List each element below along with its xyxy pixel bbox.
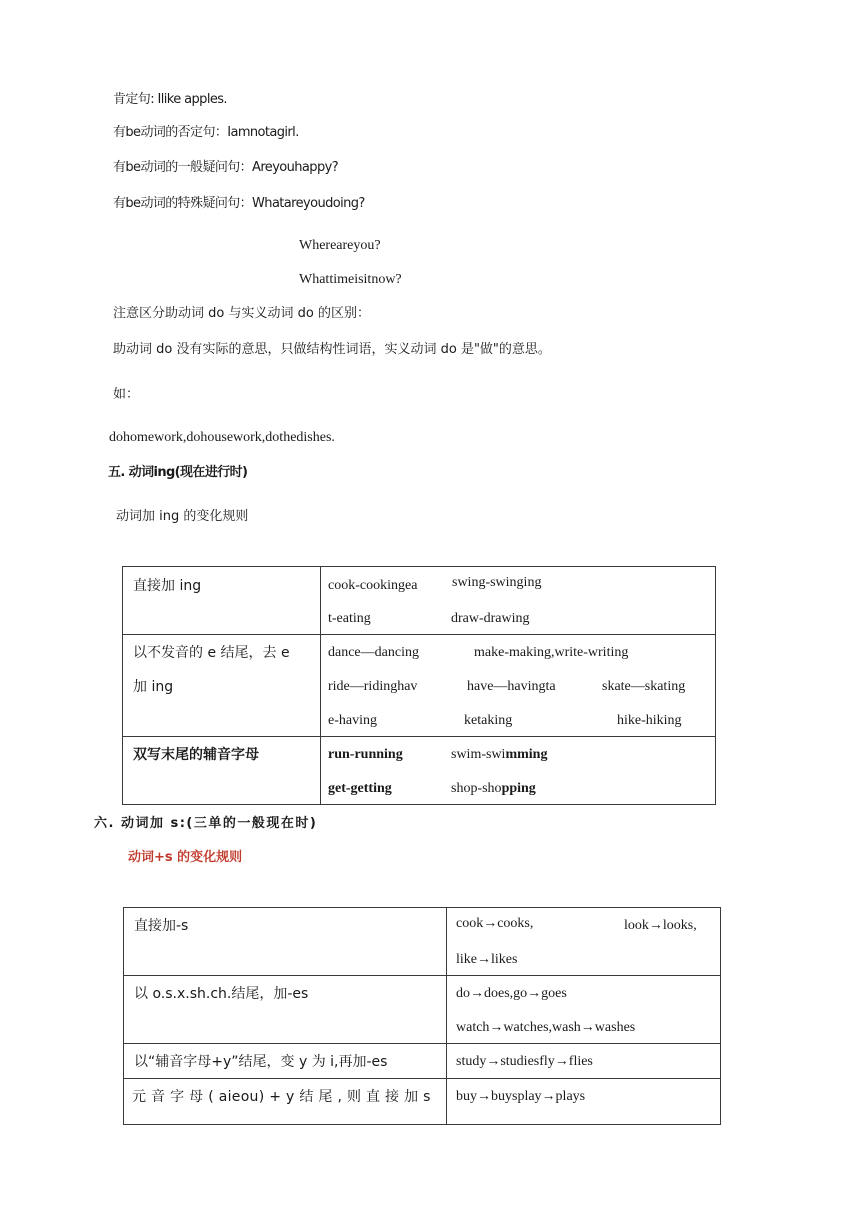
table-row: [124, 976, 721, 1044]
example-cell: make-making,write-writing: [474, 645, 629, 660]
be-special-question: 有be动词的特殊疑问句：Whatareyoudoing?: [113, 196, 365, 211]
section-6-heading: 六. 动词加 s:(三单的一般现在时): [94, 816, 318, 831]
be-negative-sentence: 有be动词的否定句：Iamnotagirl.: [113, 125, 299, 140]
example-cell: watch→watches,wash→washes: [456, 1020, 636, 1035]
rule-cell: 加 ing: [133, 679, 174, 695]
table-row: [123, 737, 716, 805]
example-cell: cook-cookingea: [328, 578, 418, 593]
rule-cell: 双写末尾的辅音字母: [133, 747, 259, 763]
rule-cell: 以不发音的 e 结尾，去 e: [133, 645, 290, 661]
section-6-subtitle: 动词+s 的变化规则: [128, 850, 243, 865]
example-cell: draw-drawing: [451, 611, 530, 626]
example-cell: shop-shopping: [451, 781, 536, 796]
example-cell: study→studiesfly→flies: [456, 1054, 593, 1069]
example-cell: like→likes: [456, 952, 518, 967]
example-cell: skate—skating: [602, 679, 686, 694]
example-cell: e-having: [328, 713, 377, 728]
do-examples: dohomework,dohousework,dothedishes.: [109, 430, 335, 445]
example-cell: get-getting: [328, 781, 392, 796]
example-cell: do→does,go→goes: [456, 986, 567, 1001]
example-cell: ketaking: [464, 713, 513, 728]
example-cell: buy→buysplay→plays: [456, 1089, 586, 1104]
affirmative-sentence: 肯定句: Ilike apples.: [113, 92, 227, 107]
table-row: [124, 1044, 721, 1079]
table-row: [124, 1079, 721, 1125]
rule-cell: 直接加 ing: [133, 578, 202, 594]
note-line-1: 注意区分助动词 do 与实义动词 do 的区别：: [113, 306, 370, 321]
example-cell: have—havingta: [467, 679, 556, 694]
example-cell: run-running: [328, 747, 403, 762]
example-cell: hike-hiking: [617, 713, 682, 728]
example-cell: ride—ridinghav: [328, 679, 418, 694]
s-rules-table: [123, 907, 721, 1125]
rule-cell: 以 o.s.x.sh.ch.结尾，加-es: [134, 986, 309, 1002]
example-cell: swim-swimming: [451, 747, 548, 762]
example-cell: cook→cooks,: [456, 916, 534, 931]
ru-label: 如：: [113, 387, 140, 402]
table-row: [123, 635, 716, 737]
rule-cell: 元 音 字 母 ( aieou) + y 结 尾 , 则 直 接 加 s: [132, 1089, 431, 1105]
example-cell: t-eating: [328, 611, 371, 626]
example-cell: look→looks,: [624, 918, 697, 933]
rule-cell: 以“辅音字母+y”结尾，变 y 为 i,再加-es: [134, 1054, 388, 1070]
section-5-subtitle: 动词加 ing 的变化规则: [116, 509, 249, 524]
table-row: [123, 567, 716, 635]
table-row: [124, 908, 721, 976]
example-cell: dance—dancing: [328, 645, 419, 660]
example-where: Whereareyou?: [299, 238, 381, 253]
example-cell: swing-swinging: [452, 575, 542, 590]
section-5-heading: 五. 动词ing(现在进行时): [108, 465, 248, 480]
be-general-question: 有be动词的一般疑问句：Areyouhappy?: [113, 160, 338, 175]
note-line-2: 助动词 do 没有实际的意思，只做结构性词语，实义动词 do 是"做"的意思。: [113, 342, 551, 357]
rule-cell: 直接加-s: [134, 918, 189, 934]
example-what-time: Whattimeisitnow?: [299, 272, 402, 287]
ing-rules-table: [122, 566, 716, 805]
